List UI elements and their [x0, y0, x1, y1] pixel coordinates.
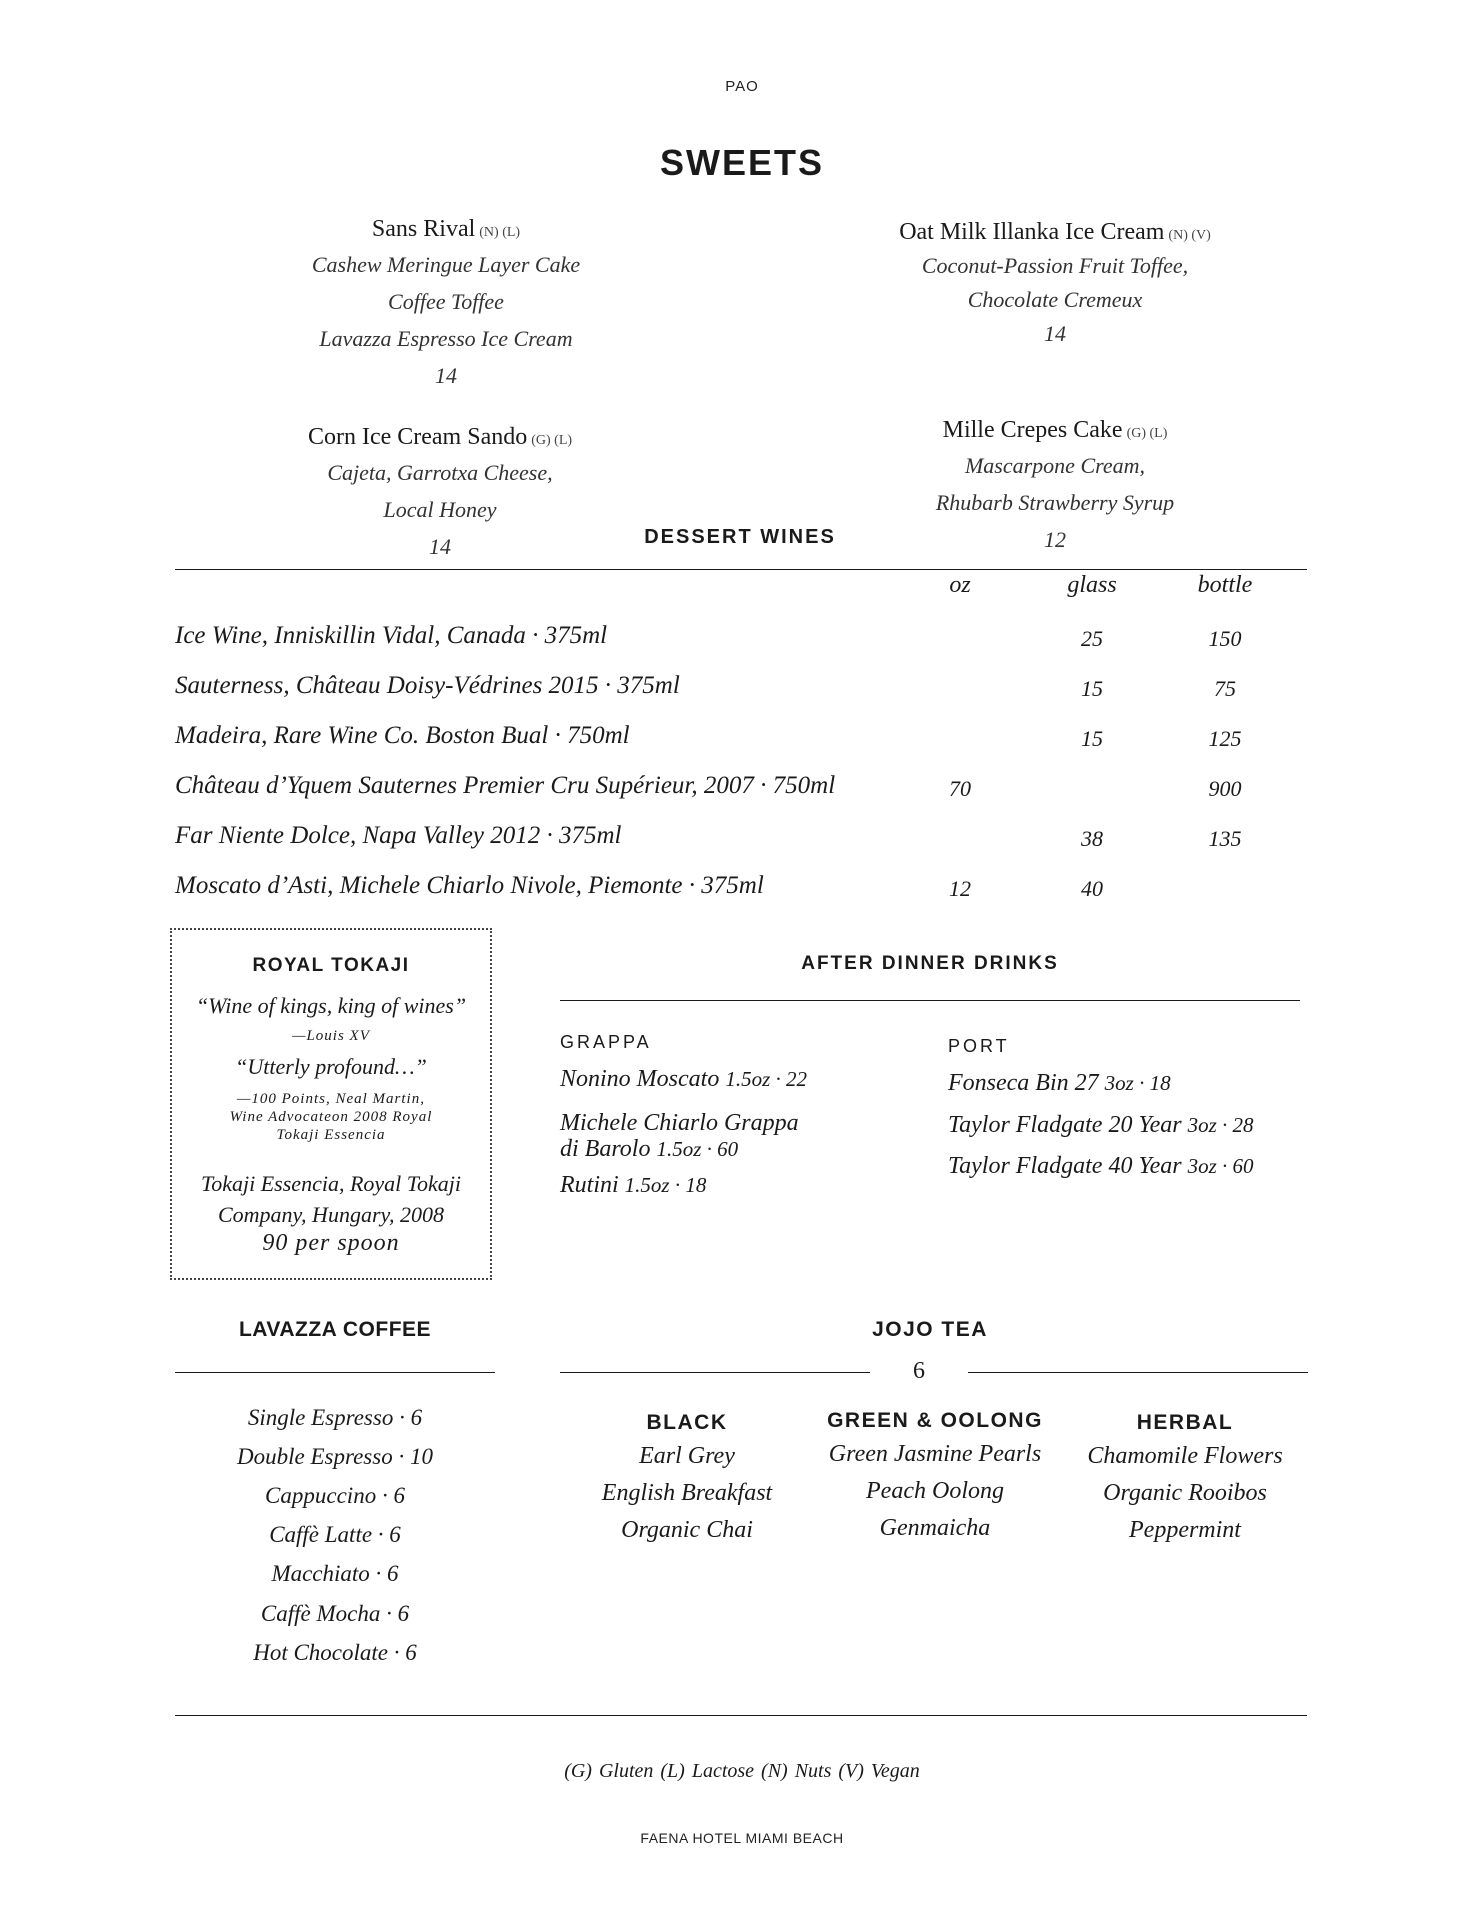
royal-tokaji-title: ROYAL TOKAJI: [252, 955, 410, 976]
coffee-item: Double Espresso · 10: [237, 1444, 433, 1469]
tokaji-quote-author: [170, 1090, 492, 1144]
footer-hotel-name: FAENA HOTEL MIAMI BEACH: [640, 1830, 844, 1846]
dessert-desc: Lavazza Espresso Ice Cream: [319, 326, 573, 351]
drink-name: Michele Chiarlo Grappa: [560, 1110, 799, 1136]
wine-glass-price: 40: [1081, 876, 1103, 901]
divider: [175, 569, 1307, 570]
tea-column-green-oolong: [810, 1406, 1060, 1547]
wine-row: [0, 772, 1484, 812]
wine-name: Château d’Yquem Sauternes Premier Cru Supérieur, 2007 · 750ml: [175, 772, 836, 799]
dessert-item: [236, 212, 656, 394]
wine-name: Madeira, Rare Wine Co. Boston Bual · 750ml: [175, 722, 630, 749]
drink-detail: 3oz · 28: [1187, 1113, 1254, 1137]
drink-detail: 1.5oz · 22: [725, 1067, 808, 1091]
tea-column-herbal: [1060, 1408, 1310, 1549]
dessert-item: [845, 413, 1265, 558]
port-item: [948, 1153, 1254, 1179]
dessert-item: [230, 420, 650, 565]
dessert-desc: Local Honey: [383, 497, 497, 522]
dessert-price: 14: [1044, 321, 1066, 346]
wine-row: [0, 872, 1484, 912]
coffee-item: Caffè Latte · 6: [269, 1522, 401, 1547]
allergen-tags: (G) (L): [531, 433, 573, 448]
coffee-title: LAVAZZA COFFEE: [238, 1318, 432, 1341]
drink-name: di Barolo: [560, 1136, 651, 1162]
tokaji-author-line: Tokaji Essencia: [276, 1127, 386, 1143]
after-dinner-title: AFTER DINNER DRINKS: [801, 953, 1059, 974]
column-header-oz: oz: [949, 572, 971, 598]
wine-bottle-price: 150: [1208, 626, 1242, 651]
divider: [175, 1715, 1307, 1716]
wine-bottle-price: 135: [1208, 826, 1242, 851]
coffee-item: Cappuccino · 6: [265, 1483, 405, 1508]
dessert-desc: Coconut-Passion Fruit Toffee,: [921, 253, 1189, 278]
tea-column-heading: HERBAL: [1136, 1411, 1234, 1434]
wine-row: [0, 672, 1484, 712]
allergen-tags: (N) (L): [479, 225, 521, 240]
coffee-item: Macchiato · 6: [271, 1561, 399, 1586]
tea-price: 6: [913, 1358, 925, 1384]
tea-item: Green Jasmine Pearls: [828, 1441, 1042, 1467]
dessert-desc: Chocolate Cremeux: [967, 287, 1143, 312]
tokaji-quote: “Wine of kings, king of wines”: [195, 993, 467, 1018]
wine-bottle-price: 900: [1208, 776, 1242, 801]
wine-name: Ice Wine, Inniskillin Vidal, Canada · 375ml: [175, 622, 608, 649]
drink-name: Taylor Fladgate 40 Year: [948, 1153, 1182, 1179]
coffee-item: Caffè Mocha · 6: [260, 1601, 410, 1626]
column-header-bottle: bottle: [1197, 572, 1253, 598]
drink-name: Taylor Fladgate 20 Year: [948, 1112, 1182, 1138]
tea-item: Chamomile Flowers: [1087, 1443, 1283, 1469]
tokaji-quote: “Utterly profound…”: [235, 1054, 427, 1079]
tea-title: JOJO TEA: [872, 1318, 988, 1341]
dessert-wines-title: DESSERT WINES: [644, 526, 836, 548]
wine-row: [0, 722, 1484, 762]
column-header-glass: glass: [1067, 572, 1117, 598]
wine-oz-price: 70: [949, 776, 971, 801]
tokaji-wine: [170, 1168, 492, 1230]
dessert-name: Corn Ice Cream Sando: [307, 424, 528, 450]
tea-item: English Breakfast: [601, 1480, 773, 1506]
brand-name: PAO: [725, 78, 759, 95]
drink-detail: 1.5oz · 60: [656, 1137, 739, 1161]
tea-item: Organic Chai: [621, 1517, 753, 1543]
grappa-item: [560, 1066, 807, 1092]
wine-name: Sauterness, Château Doisy-Védrines 2015 · 375ml: [175, 672, 680, 699]
tea-item: Earl Grey: [639, 1443, 735, 1469]
wine-glass-price: 38: [1081, 826, 1103, 851]
wine-bottle-price: 125: [1208, 726, 1242, 751]
divider: [560, 1000, 1300, 1001]
tea-item: Genmaicha: [879, 1515, 991, 1541]
dessert-desc: Mascarpone Cream,: [964, 453, 1146, 478]
dessert-name: Sans Rival: [371, 216, 476, 242]
port-item: [948, 1070, 1171, 1096]
tea-item: Organic Rooibos: [1103, 1480, 1267, 1506]
tokaji-author-line: —100 Points, Neal Martin,: [237, 1091, 425, 1107]
tokaji-author-line: Wine Advocateon 2008 Royal: [229, 1109, 433, 1125]
allergen-tags: (G) (L): [1126, 426, 1168, 441]
dessert-price: 14: [429, 534, 451, 559]
drink-detail: 1.5oz · 18: [624, 1173, 707, 1197]
tokaji-wine-line: Tokaji Essencia, Royal Tokaji: [201, 1171, 461, 1196]
dessert-price: 14: [435, 363, 457, 388]
dessert-desc: Cashew Meringue Layer Cake: [311, 252, 581, 277]
drink-name: Rutini: [560, 1172, 619, 1198]
tea-column-heading: BLACK: [646, 1411, 728, 1434]
divider: [175, 1372, 495, 1373]
wine-glass-price: 15: [1081, 676, 1103, 701]
drink-detail: 3oz · 60: [1187, 1154, 1254, 1178]
port-item: [948, 1112, 1254, 1138]
dessert-name: Mille Crepes Cake: [942, 417, 1123, 443]
wine-row: [0, 822, 1484, 862]
drink-detail: 3oz · 18: [1104, 1071, 1171, 1095]
dessert-desc: Coffee Toffee: [388, 289, 504, 314]
wine-oz-price: 12: [949, 876, 971, 901]
dessert-desc: Cajeta, Garrotxa Cheese,: [327, 460, 553, 485]
port-label: PORT: [948, 1036, 1010, 1056]
drink-name: Nonino Moscato: [560, 1066, 720, 1092]
tokaji-quote-author: —Louis XV: [292, 1028, 370, 1044]
tokaji-wine-line: Company, Hungary, 2008: [217, 1202, 445, 1227]
tokaji-price: 90 per spoon: [262, 1230, 400, 1256]
coffee-item: Single Espresso · 6: [247, 1405, 423, 1430]
sweets-title: SWEETS: [659, 142, 824, 183]
wine-name: Moscato d’Asti, Michele Chiarlo Nivole, Piemonte · 375ml: [175, 872, 764, 899]
tea-column-black: [562, 1408, 812, 1549]
divider: [560, 1372, 870, 1373]
dessert-item: [845, 215, 1265, 351]
dessert-name: Oat Milk Illanka Ice Cream: [899, 219, 1165, 245]
grappa-item: [560, 1110, 799, 1162]
coffee-item: Hot Chocolate · 6: [253, 1640, 417, 1665]
grappa-item: [560, 1172, 706, 1198]
tea-column-heading: GREEN & OOLONG: [827, 1409, 1043, 1432]
wine-glass-price: 15: [1081, 726, 1103, 751]
wine-glass-price: 25: [1081, 626, 1103, 651]
drink-name: Fonseca Bin 27: [948, 1070, 1099, 1096]
tea-item: Peach Oolong: [866, 1478, 1004, 1504]
tea-item: Peppermint: [1129, 1517, 1241, 1543]
wine-row: [0, 622, 1484, 662]
dessert-price: 12: [1044, 527, 1066, 552]
wine-bottle-price: 75: [1214, 676, 1236, 701]
grappa-label: GRAPPA: [560, 1032, 652, 1052]
dessert-desc: Rhubarb Strawberry Syrup: [935, 490, 1175, 515]
wine-name: Far Niente Dolce, Napa Valley 2012 · 375ml: [175, 822, 622, 849]
allergen-legend: (G) Gluten (L) Lactose (N) Nuts (V) Vegan: [564, 1760, 920, 1782]
allergen-tags: (N) (V): [1168, 228, 1211, 243]
divider: [968, 1372, 1308, 1373]
